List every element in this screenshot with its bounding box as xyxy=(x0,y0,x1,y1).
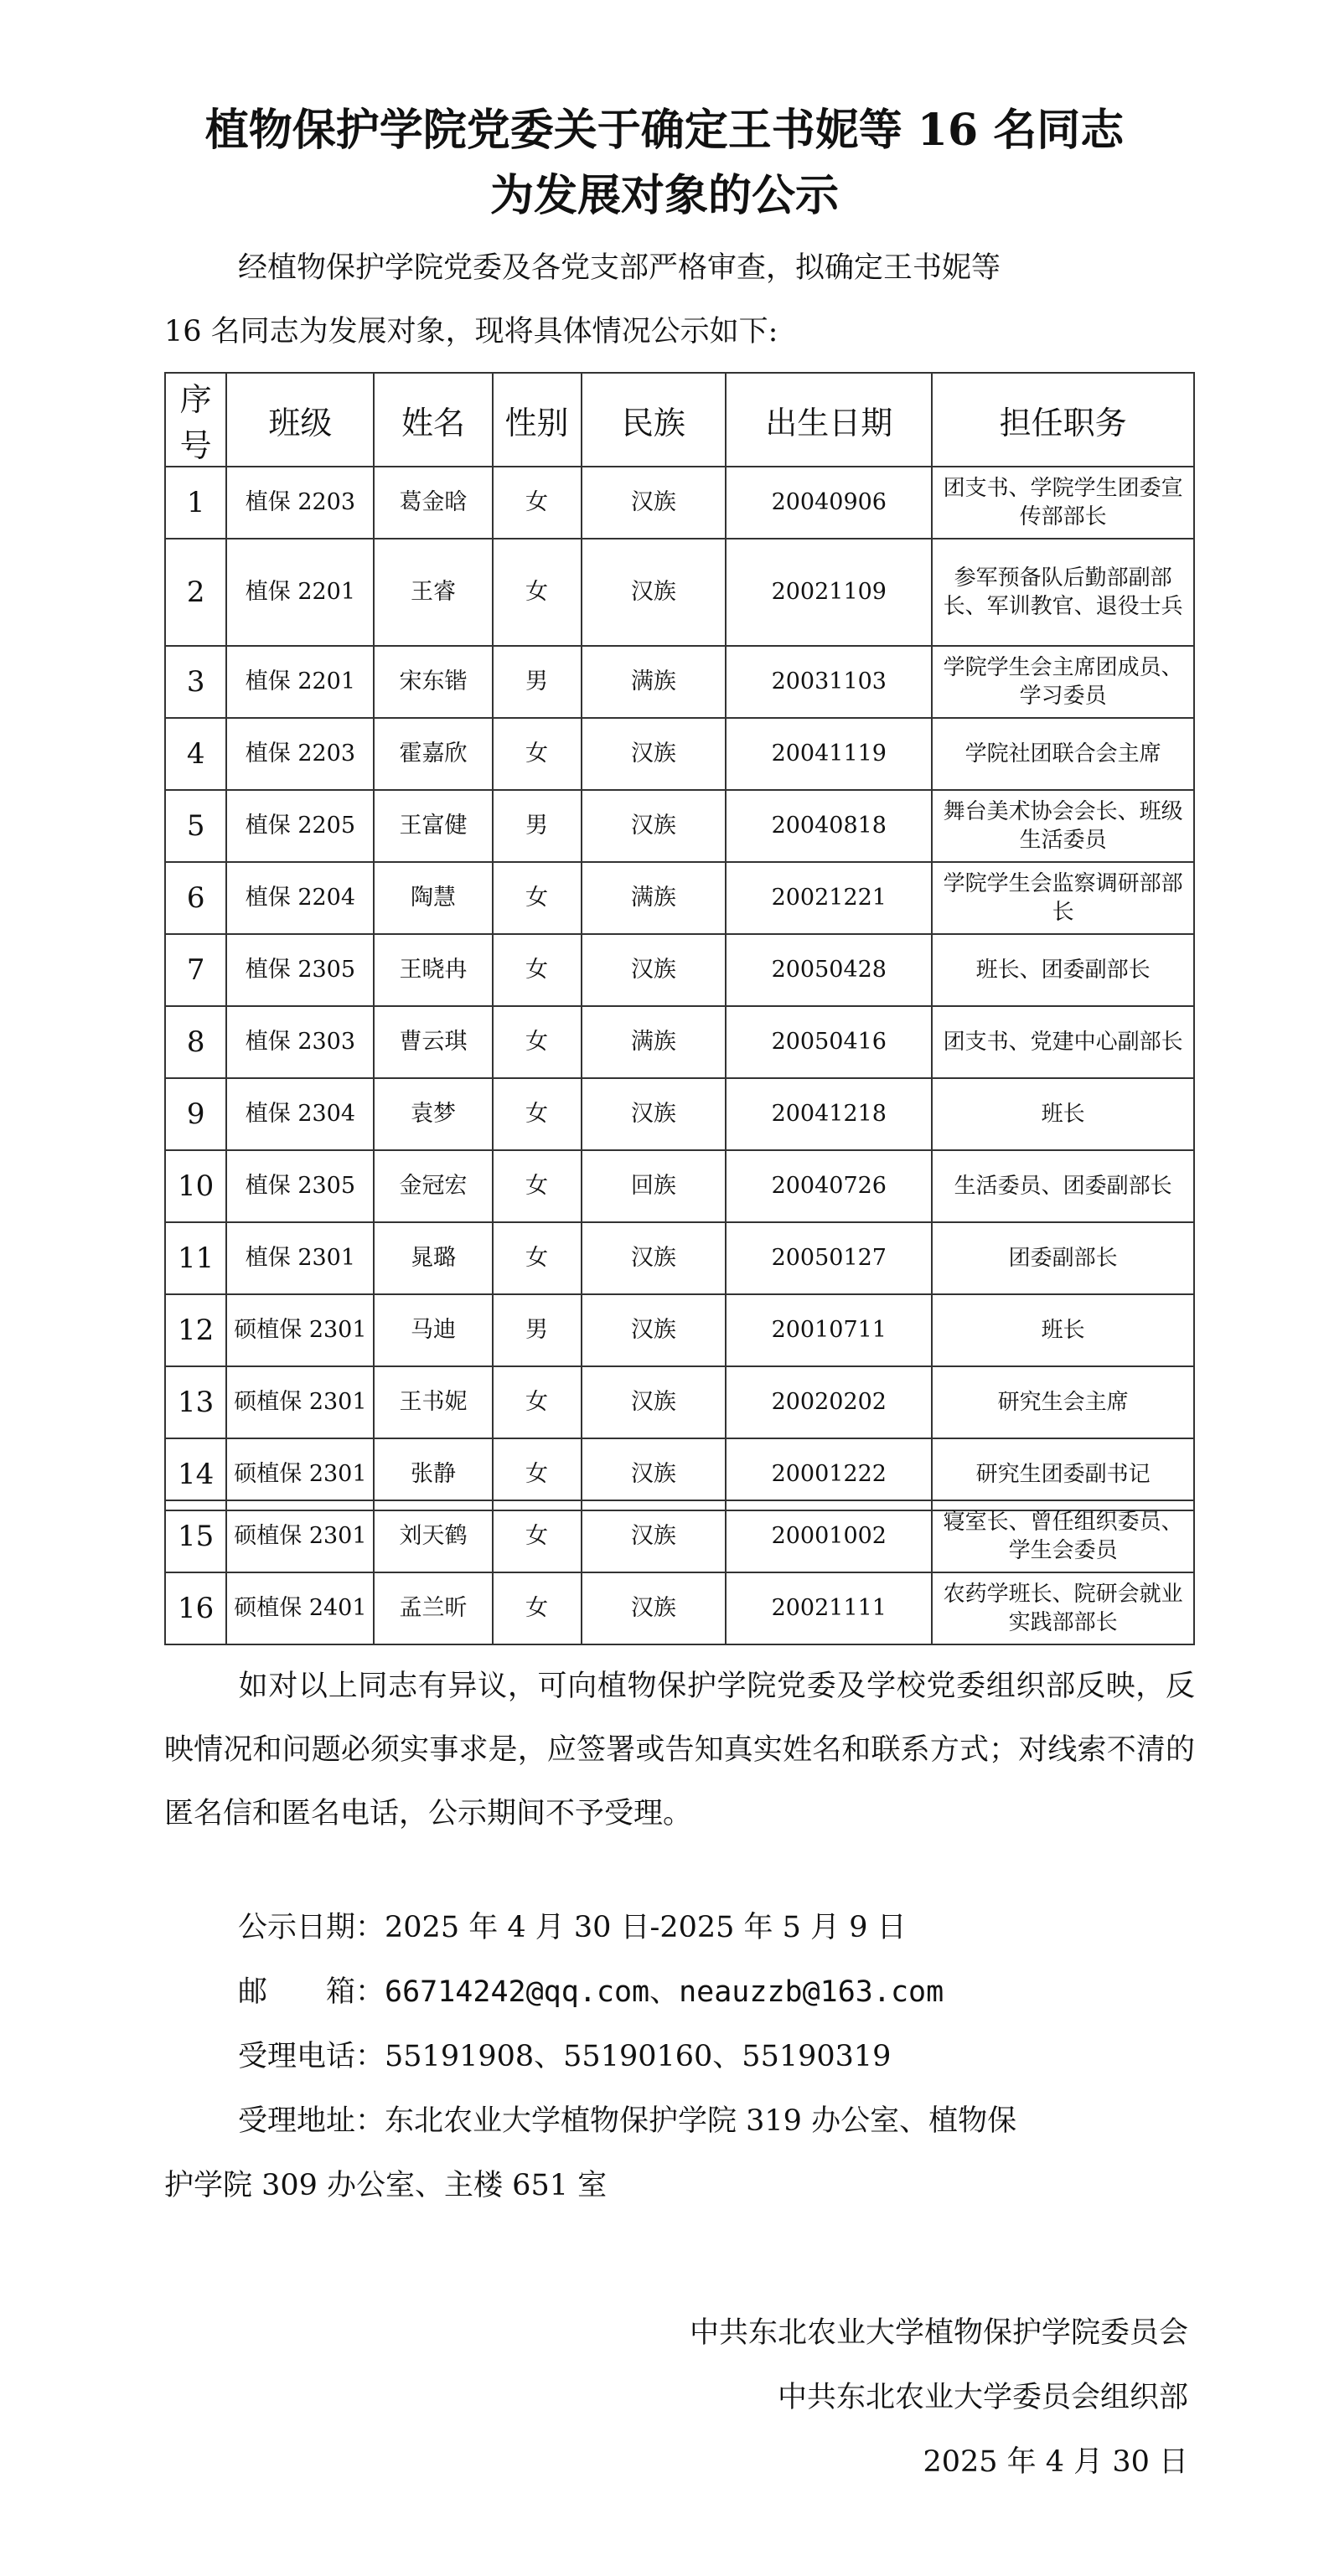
cell-name: 金冠宏 xyxy=(374,1150,492,1222)
intro-line-2: 16 名同志为发展对象，现将具体情况公示如下: xyxy=(164,315,778,348)
signature-date: 2025 年 4 月 30 日 xyxy=(923,2445,1188,2479)
publicity-period xyxy=(238,1907,907,1949)
cell-duty: 参军预备队后勤部副部长、军训教官、退役士兵 xyxy=(932,539,1194,646)
cell-ethnic: 汉族 xyxy=(582,467,727,539)
cell-no: 13 xyxy=(165,1366,226,1438)
table-header-row xyxy=(165,373,1194,467)
cell-birth: 20050416 xyxy=(726,1006,932,1078)
cell-birth: 20050428 xyxy=(726,934,932,1006)
cell-duty: 研究生团委副书记 xyxy=(932,1438,1194,1510)
cell-gender: 女 xyxy=(493,1500,582,1572)
header-duty: 担任职务 xyxy=(932,373,1194,467)
cell-duty: 生活委员、团委副部长 xyxy=(932,1150,1194,1222)
title-line-2: 为发展对象的公示 xyxy=(489,170,839,221)
cell-no: 5 xyxy=(165,790,226,862)
cell-ethnic: 汉族 xyxy=(582,539,727,646)
table-row xyxy=(165,467,1194,539)
objection-text: 如对以上同志有异议，可向植物保护学院党委及学校党委组织部反映，反映情况和问题必须实事求是，应签署或告知真实姓名和联系方式；对线索不清的匿名信和匿名电话，公示期间不予受理。 xyxy=(164,1670,1195,1830)
cell-birth: 20021221 xyxy=(726,862,932,934)
cell-duty: 学院社团联合会主席 xyxy=(932,718,1194,790)
cell-name: 张静 xyxy=(374,1438,492,1510)
cell-birth: 20041119 xyxy=(726,718,932,790)
header-birth: 出生日期 xyxy=(726,373,932,467)
cell-name: 晁璐 xyxy=(374,1222,492,1294)
cell-ethnic: 满族 xyxy=(582,862,727,934)
cell-name: 曹云琪 xyxy=(374,1006,492,1078)
table-row xyxy=(165,1222,1194,1294)
cell-class: 硕植保 2301 xyxy=(226,1438,374,1510)
cell-duty: 班长 xyxy=(932,1078,1194,1150)
cell-class: 植保 2303 xyxy=(226,1006,374,1078)
cell-gender: 男 xyxy=(493,646,582,718)
period-value: 2025 年 4 月 30 日-2025 年 5 月 9 日 xyxy=(385,1911,907,1944)
cell-duty: 团委副部长 xyxy=(932,1222,1194,1294)
cell-birth: 20001002 xyxy=(726,1500,932,1572)
cell-gender: 女 xyxy=(493,862,582,934)
cell-ethnic: 汉族 xyxy=(582,1366,727,1438)
phone-label: 受理电话： xyxy=(238,2040,385,2073)
cell-no: 7 xyxy=(165,934,226,1006)
cell-ethnic: 汉族 xyxy=(582,934,727,1006)
candidate-table-continued xyxy=(164,1500,1195,1645)
cell-no: 16 xyxy=(165,1572,226,1644)
cell-duty: 舞台美术协会会长、班级生活委员 xyxy=(932,790,1194,862)
cell-no: 11 xyxy=(165,1222,226,1294)
cell-name: 王晓冉 xyxy=(374,934,492,1006)
cell-birth: 20040906 xyxy=(726,467,932,539)
cell-gender: 女 xyxy=(493,1572,582,1644)
cell-name: 宋东锴 xyxy=(374,646,492,718)
cell-ethnic: 汉族 xyxy=(582,1572,727,1644)
cell-ethnic: 满族 xyxy=(582,646,727,718)
cell-name: 刘天鹤 xyxy=(374,1500,492,1572)
cell-gender: 女 xyxy=(493,1438,582,1510)
cell-gender: 女 xyxy=(493,1150,582,1222)
table-row xyxy=(165,1078,1194,1150)
cell-gender: 女 xyxy=(493,934,582,1006)
cell-ethnic: 汉族 xyxy=(582,1500,727,1572)
email-label: 邮 箱： xyxy=(238,1975,385,2009)
cell-ethnic: 回族 xyxy=(582,1150,727,1222)
cell-class: 植保 2305 xyxy=(226,934,374,1006)
address-value-1: 东北农业大学植物保护学院 319 办公室、植物保 xyxy=(385,2104,1017,2138)
cell-name: 王书妮 xyxy=(374,1366,492,1438)
header-name: 姓名 xyxy=(374,373,492,467)
cell-gender: 女 xyxy=(493,1366,582,1438)
cell-class: 植保 2301 xyxy=(226,1222,374,1294)
cell-gender: 女 xyxy=(493,1078,582,1150)
cell-birth: 20031103 xyxy=(726,646,932,718)
candidate-table xyxy=(164,372,1195,1511)
cell-ethnic: 汉族 xyxy=(582,1222,727,1294)
table-row xyxy=(165,539,1194,646)
cell-duty: 班长 xyxy=(932,1294,1194,1366)
signature-org-1: 中共东北农业大学植物保护学院委员会 xyxy=(689,2316,1188,2350)
address-label: 受理地址： xyxy=(238,2104,385,2138)
cell-name: 王睿 xyxy=(374,539,492,646)
cell-gender: 女 xyxy=(493,1006,582,1078)
phone-value: 55191908、55190160、55190319 xyxy=(385,2040,892,2073)
cell-no: 10 xyxy=(165,1150,226,1222)
email-line xyxy=(238,1971,944,2013)
cell-name: 孟兰昕 xyxy=(374,1572,492,1644)
header-gender: 性别 xyxy=(493,373,582,467)
header-class: 班级 xyxy=(226,373,374,467)
title-line-1: 植物保护学院党委关于确定王书妮等 16 名同志 xyxy=(204,105,1125,156)
cell-name: 马迪 xyxy=(374,1294,492,1366)
phone-line xyxy=(238,2036,891,2078)
cell-birth: 20050127 xyxy=(726,1222,932,1294)
cell-class: 硕植保 2301 xyxy=(226,1366,374,1438)
cell-birth: 20001222 xyxy=(726,1438,932,1510)
cell-birth: 20021109 xyxy=(726,539,932,646)
cell-birth: 20041218 xyxy=(726,1078,932,1150)
cell-birth: 20040818 xyxy=(726,790,932,862)
cell-class: 植保 2203 xyxy=(226,467,374,539)
cell-no: 14 xyxy=(165,1438,226,1510)
period-label: 公示日期： xyxy=(238,1911,385,1944)
cell-class: 植保 2205 xyxy=(226,790,374,862)
cell-no: 12 xyxy=(165,1294,226,1366)
cell-class: 植保 2204 xyxy=(226,862,374,934)
cell-no: 1 xyxy=(165,467,226,539)
cell-class: 植保 2201 xyxy=(226,646,374,718)
cell-no: 6 xyxy=(165,862,226,934)
table-row xyxy=(165,1294,1194,1366)
cell-duty: 班长、团委副部长 xyxy=(932,934,1194,1006)
cell-duty: 农药学班长、院研会就业实践部部长 xyxy=(932,1572,1194,1644)
header-ethnic: 民族 xyxy=(582,373,727,467)
cell-ethnic: 汉族 xyxy=(582,1294,727,1366)
table-row xyxy=(165,790,1194,862)
cell-ethnic: 汉族 xyxy=(582,718,727,790)
cell-ethnic: 满族 xyxy=(582,1006,727,1078)
cell-duty: 学院学生会监察调研部部长 xyxy=(932,862,1194,934)
cell-gender: 男 xyxy=(493,790,582,862)
cell-no: 2 xyxy=(165,539,226,646)
cell-ethnic: 汉族 xyxy=(582,1078,727,1150)
cell-class: 植保 2304 xyxy=(226,1078,374,1150)
table-row xyxy=(165,1500,1194,1572)
cell-name: 王富健 xyxy=(374,790,492,862)
cell-gender: 女 xyxy=(493,539,582,646)
table-row xyxy=(165,934,1194,1006)
cell-class: 硕植保 2301 xyxy=(226,1500,374,1572)
address-line-2: 护学院 309 办公室、主楼 651 室 xyxy=(164,2169,608,2202)
cell-duty: 学院学生会主席团成员、学习委员 xyxy=(932,646,1194,718)
cell-class: 植保 2201 xyxy=(226,539,374,646)
cell-gender: 男 xyxy=(493,1294,582,1366)
cell-duty: 研究生会主席 xyxy=(932,1366,1194,1438)
cell-duty: 团支书、学院学生团委宣传部部长 xyxy=(932,467,1194,539)
cell-class: 硕植保 2301 xyxy=(226,1294,374,1366)
cell-class: 硕植保 2401 xyxy=(226,1572,374,1644)
cell-class: 植保 2203 xyxy=(226,718,374,790)
cell-no: 8 xyxy=(165,1006,226,1078)
cell-no: 15 xyxy=(165,1500,226,1572)
cell-birth: 20021111 xyxy=(726,1572,932,1644)
cell-birth: 20040726 xyxy=(726,1150,932,1222)
cell-name: 陶慧 xyxy=(374,862,492,934)
cell-ethnic: 汉族 xyxy=(582,1438,727,1510)
intro-paragraph xyxy=(164,236,1195,364)
cell-name: 袁梦 xyxy=(374,1078,492,1150)
cell-gender: 女 xyxy=(493,1222,582,1294)
table-row xyxy=(165,718,1194,790)
cell-birth: 20020202 xyxy=(726,1366,932,1438)
table-row xyxy=(165,1006,1194,1078)
objection-paragraph xyxy=(164,1655,1195,1846)
table-row xyxy=(165,646,1194,718)
intro-line-1: 经植物保护学院党委及各党支部严格审查，拟确定王书妮等 xyxy=(238,251,1001,285)
table-row xyxy=(165,1150,1194,1222)
cell-duty: 寝室长、曾任组织委员、学生会委员 xyxy=(932,1500,1194,1572)
cell-no: 9 xyxy=(165,1078,226,1150)
cell-gender: 女 xyxy=(493,718,582,790)
cell-class: 植保 2305 xyxy=(226,1150,374,1222)
header-no: 序号 xyxy=(165,373,226,467)
email-value: 66714242@qq.com、neauzzb@163.com xyxy=(385,1975,944,2009)
cell-name: 霍嘉欣 xyxy=(374,718,492,790)
table-row xyxy=(165,862,1194,934)
cell-no: 4 xyxy=(165,718,226,790)
cell-gender: 女 xyxy=(493,467,582,539)
cell-name: 葛金晗 xyxy=(374,467,492,539)
cell-birth: 20010711 xyxy=(726,1294,932,1366)
cell-ethnic: 汉族 xyxy=(582,790,727,862)
cell-no: 3 xyxy=(165,646,226,718)
cell-duty: 团支书、党建中心副部长 xyxy=(932,1006,1194,1078)
table-row xyxy=(165,1572,1194,1644)
table-row xyxy=(165,1366,1194,1438)
address-line xyxy=(238,2100,1016,2142)
signature-org-2: 中共东北农业大学委员会组织部 xyxy=(777,2381,1188,2414)
